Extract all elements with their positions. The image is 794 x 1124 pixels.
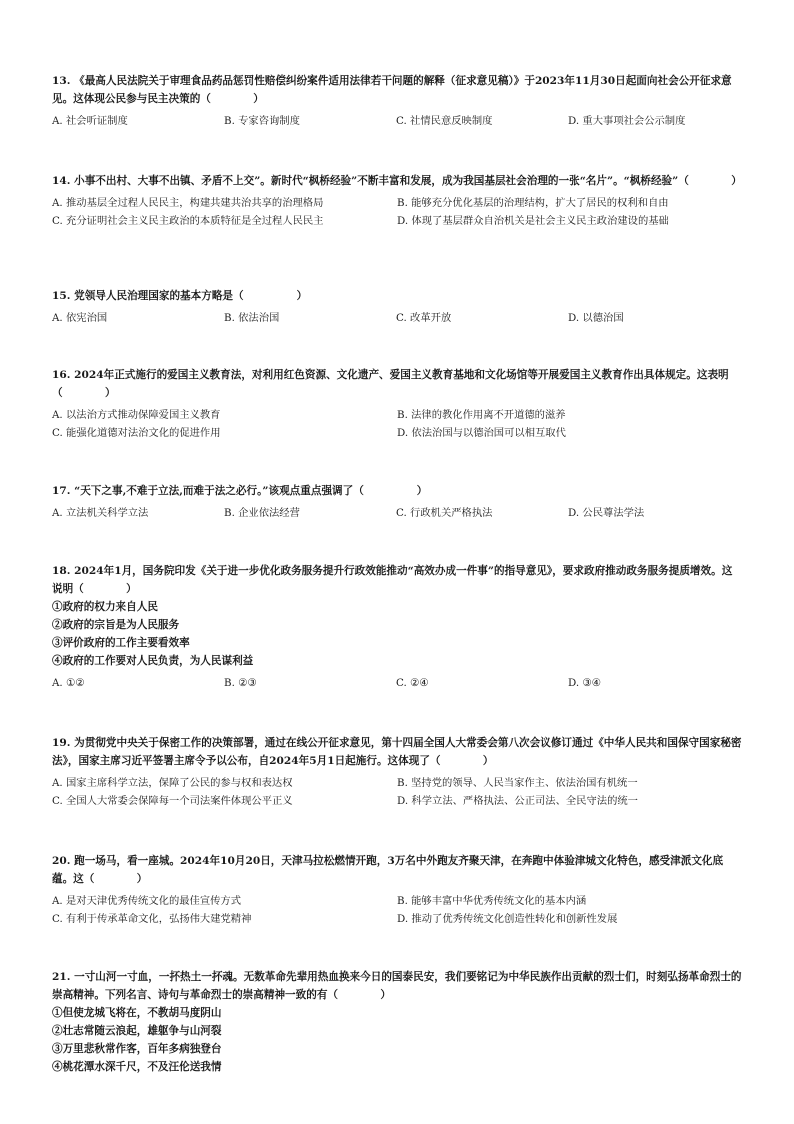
question-stem: 20. 跑一场马，看一座城。2024年10月20日，天津马拉松燃情开跑，3万名中外跑友齐聚天津，在奔跑中体验津城文化特色，感受津派文化底蕴。这（ ） bbox=[52, 855, 724, 885]
option-b[interactable]: B. 能够丰富中华优秀传统文化的基本内涵 bbox=[397, 895, 587, 907]
option-c[interactable]: C. 改革开放 bbox=[396, 312, 452, 324]
question-stem: 14. 小事不出村、大事不出镇、矛盾不上交”。新时代“枫桥经验”不断丰富和发展，成为我国基层社会治理的一张“名片”。“枫桥经验”（ ） bbox=[52, 175, 742, 187]
option-d[interactable]: D. 公民尊法学法 bbox=[568, 507, 645, 519]
option-a[interactable]: A. 国家主席科学立法，保障了公民的参与权和表达权 bbox=[52, 777, 293, 789]
option-d[interactable]: D. 重大事项社会公示制度 bbox=[568, 115, 686, 127]
question-stem: 17. “天下之事,不难于立法,而难于法之必行。”该观点重点强调了（ ） bbox=[52, 485, 428, 497]
option-b[interactable]: B. 能够充分优化基层的治理结构，扩大了居民的权利和自由 bbox=[397, 197, 669, 209]
question-15 bbox=[52, 287, 742, 327]
option-c[interactable]: C. 社情民意反映制度 bbox=[396, 115, 493, 127]
options bbox=[52, 674, 742, 692]
option-b[interactable]: B. 依法治国 bbox=[224, 312, 280, 324]
option-c[interactable]: C. 有利于传承革命文化，弘扬伟大建党精神 bbox=[52, 913, 252, 925]
question-18 bbox=[52, 562, 742, 692]
options bbox=[52, 504, 742, 522]
statement-2: ②政府的宗旨是为人民服务 bbox=[52, 619, 180, 631]
statement-4: ④政府的工作要对人民负责，为人民谋利益 bbox=[52, 655, 254, 667]
question-19 bbox=[52, 734, 742, 810]
question-stem: 19. 为贯彻党中央关于保密工作的决策部署，通过在线公开征求意见，第十四届全国人大常委会第八次会议修订通过《中华人民共和国保守国家秘密法》，国家主席习近平签署主席令予以公布，自2024年5月1日起施行。这体现了（ ） bbox=[52, 737, 742, 767]
options bbox=[52, 406, 742, 442]
option-c[interactable]: C. ②④ bbox=[396, 677, 429, 689]
options bbox=[52, 892, 742, 928]
options bbox=[52, 112, 742, 130]
option-a[interactable]: A. 是对天津优秀传统文化的最佳宣传方式 bbox=[52, 895, 242, 907]
statement-1: ①政府的权力来自人民 bbox=[52, 601, 158, 613]
question-stem: 15. 党领导人民治理国家的基本方略是（ ） bbox=[52, 290, 308, 302]
question-stem: 18. 2024年1月，国务院印发《关于进一步优化政务服务提升行政效能推动“高效办成一件事”的指导意见》，要求政府推动政务服务提质增效。这说明（ ） bbox=[52, 565, 733, 595]
options bbox=[52, 309, 742, 327]
question-14 bbox=[52, 172, 742, 230]
statement-4: ④桃花潭水深千尺，不及汪伦送我情 bbox=[52, 1061, 222, 1073]
option-a[interactable]: A. 立法机关科学立法 bbox=[52, 507, 149, 519]
option-c[interactable]: C. 能强化道德对法治文化的促进作用 bbox=[52, 427, 221, 439]
statement-3: ③万里悲秋常作客，百年多病独登台 bbox=[52, 1043, 222, 1055]
option-b[interactable]: B. 专家咨询制度 bbox=[224, 115, 300, 127]
question-21 bbox=[52, 968, 742, 1076]
option-d[interactable]: D. 以德治国 bbox=[568, 312, 624, 324]
option-b[interactable]: B. ②③ bbox=[224, 677, 257, 689]
option-a[interactable]: A. 以法治方式推动保障爱国主义教育 bbox=[52, 409, 221, 421]
option-d[interactable]: D. ③④ bbox=[568, 677, 601, 689]
question-16 bbox=[52, 366, 742, 442]
option-a[interactable]: A. 推动基层全过程人民民主，构建共建共治共享的治理格局 bbox=[52, 197, 324, 209]
option-c[interactable]: C. 全国人大常委会保障每一个司法案件体现公平正义 bbox=[52, 795, 293, 807]
option-b[interactable]: B. 坚持党的领导、人民当家作主、依法治国有机统一 bbox=[397, 777, 638, 789]
statement-1: ①但使龙城飞将在，不教胡马度阴山 bbox=[52, 1007, 222, 1019]
option-c[interactable]: C. 充分证明社会主义民主政治的本质特征是全过程人民民主 bbox=[52, 215, 324, 227]
option-d[interactable]: D. 推动了优秀传统文化创造性转化和创新性发展 bbox=[397, 913, 618, 925]
question-stem: 21. 一寸山河一寸血，一抔热土一抔魂。无数革命先辈用热血换来今日的国泰民安，我们要铭记为中华民族作出贡献的烈士们，时刻弘扬革命烈士的崇高精神。下列名言、诗句与革命烈士的崇高精神一致的有（ ） bbox=[52, 971, 742, 1001]
option-d[interactable]: D. 科学立法、严格执法、公正司法、全民守法的统一 bbox=[397, 795, 638, 807]
option-a[interactable]: A. 依宪治国 bbox=[52, 312, 108, 324]
option-b[interactable]: B. 企业依法经营 bbox=[224, 507, 300, 519]
question-stem: 16. 2024年正式施行的爱国主义教育法，对利用红色资源、文化遗产、爱国主义教育基地和文化场馆等开展爱国主义教育作出具体规定。这表明（ ） bbox=[52, 369, 729, 399]
options bbox=[52, 194, 742, 230]
option-c[interactable]: C. 行政机关严格执法 bbox=[396, 507, 493, 519]
question-17 bbox=[52, 482, 742, 522]
option-a[interactable]: A. ①② bbox=[52, 677, 85, 689]
question-20 bbox=[52, 852, 742, 928]
option-d[interactable]: D. 依法治国与以德治国可以相互取代 bbox=[397, 427, 566, 439]
statement-2: ②壮志常随云浪起，雄躯争与山河裂 bbox=[52, 1025, 222, 1037]
option-b[interactable]: B. 法律的教化作用离不开道德的滋养 bbox=[397, 409, 566, 421]
option-d[interactable]: D. 体现了基层群众自治机关是社会主义民主政治建设的基础 bbox=[397, 215, 669, 227]
question-13 bbox=[52, 72, 742, 130]
option-a[interactable]: A. 社会听证制度 bbox=[52, 115, 128, 127]
question-stem: 13. 《最高人民法院关于审理食品药品惩罚性赔偿纠纷案件适用法律若干问题的解释（征求意见稿）》于2023年11月30日起面向社会公开征求意见。这体现公民参与民主决策的（ ） bbox=[52, 75, 732, 105]
statement-3: ③评价政府的工作主要看效率 bbox=[52, 637, 190, 649]
options bbox=[52, 774, 742, 810]
